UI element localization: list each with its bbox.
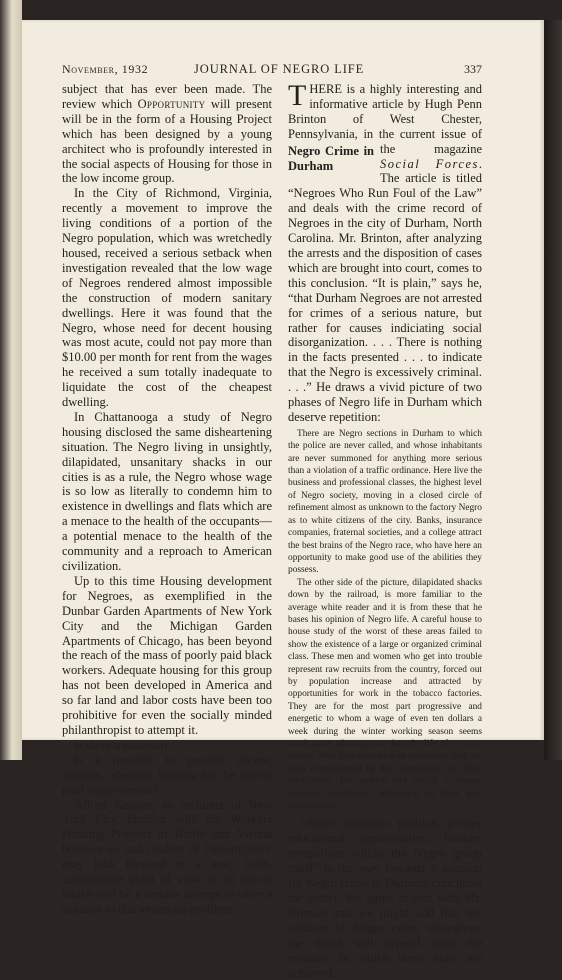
paragraph-text: . The article is titled “Negroes Who Run Foul of the Law” and deals with the crime record of Negroes in the city of Durham, North Carolina. Mr. Brinton, after analyzing the arrests and the disposition of cases which are brought into court, comes to this conclusion. “It is plain,” says he, “that Durham Negroes are not arrested for crimes of a serious nature, but rather for causes indiciating social disorganization. . . . There is nothing in the facts presented . . . to indicate that the Negro is excessively criminal. . . .” He draws a vivid picture of two phases of Negro life in Durham which deserve repetition: bbox=[288, 156, 482, 424]
right-column bbox=[288, 79, 482, 980]
side-heading: Negro Crime in Durham bbox=[288, 143, 374, 173]
editorial-intro bbox=[288, 79, 482, 425]
left-column bbox=[62, 82, 272, 917]
paragraph bbox=[62, 798, 272, 917]
paragraph-text: Alfred Kastner, an architect of New York City, familiar with the Workers Housing Projects of Berlin and Vienna believes so and readers of bbox=[62, 797, 272, 857]
paragraph-text: may look forward to a new, fresh, constructive point of view in an article which will be a serious attempt to offer a solution to this vexatious problem. bbox=[62, 857, 272, 916]
paragraph-text: is a highly interesting and informative article by Hugh Penn Brinton of West Chester, Pennsylvania, in the current issue of the magazine bbox=[288, 82, 482, 156]
magazine-title: Social Forces bbox=[380, 156, 479, 171]
journal-title: JOURNAL OF NEGRO LIFE bbox=[194, 62, 365, 76]
paragraph-text: will present will be in the form of a Housing Project which has been designed by a young architect who is profoundly interested in the social aspects of Housing for those in the low income group. bbox=[62, 96, 272, 186]
intro-caps: HERE bbox=[309, 82, 342, 96]
paragraph: Is there a solution? bbox=[74, 737, 169, 752]
block-quote bbox=[288, 428, 482, 813]
book-binding-edge bbox=[544, 20, 562, 760]
magazine-name: Opportunity bbox=[204, 842, 272, 857]
paragraph: In Chattanooga a study of Negro housing disclosed the same disheartening situation. The Negro living in unsightly, dilapidated, unsanitary shacks in our cities is as a rule, the Negro whose wage is so low as literally to condemn him to existence in dwellings and flats which are a menace to the health of the occupants—a potential menace to the health of the community and a reproach to American civilization. bbox=[62, 409, 272, 573]
page-number: 337 bbox=[464, 62, 482, 76]
previous-page-edge bbox=[0, 0, 22, 760]
quote-paragraph: There are Negro sections in Durham to which the police are never called, and whose inhabitants are never summoned for anything more serious than a violation of a traffic ordinance. Here live the business and professional classes, the highest level of Negro society, moving in a closed circle of refinement almost as unknown to the factory Negro as to white citizens of the city. Banks, insurance companies, fraternal societies, and a college attract the best brains of the Negro race, who have here an opportunity to make good use of the abilities they possess. bbox=[288, 428, 482, 576]
closing-paragraph: “Better economic position, greater educational opportunities, broader sympathies within the Negro group itself” is the way towards a solution for Negro crime in Durham, concludes the writer. We agree in toto with Mr. Brinton and we might add that the solution of Negro crime throughout the South will depend upon the measure in which these aims are achieved. bbox=[288, 816, 482, 980]
magazine-name: Opportunity bbox=[137, 96, 206, 111]
quote-paragraph: The other side of the picture, dilapidated shacks down by the railroad, is more familiar to the average white reader and it is from these that he bases his opinion of Negro life. A careful house to house study of the worst of these areas failed to show the existence of a large or organized criminal class. These men and women who get into trouble represent raw recruits from the country, forced out by population increase and attracted by opportunities for work in the tobacco factories. They are for the most part progressive and energetic to whom a wage of even ten dollars a week during the winter working season seems much more advantageous than the life of a tenant farmer. With little education or experience they are soon overwhelmed by the complexities of urban civilization. Too sudden and radical a change prevents satisfactory adjustment to their new environment. bbox=[288, 577, 482, 812]
paragraph: Is it possible to provide decent, sanitary, adequate housing for the lowest paid wage earners? bbox=[62, 752, 272, 797]
paragraph: Up to this time Housing development for Negroes, as exemplified in the Dunbar Garden Apartments of New York City and the Michigan Garden Apartments of Chicago, has been beyond the reach of the mass of poorly paid black workers. Adequate housing for this group has not been developed in America and so far land and labor costs have been too prohibitive for even the socially minded philanthropist to attempt it. bbox=[62, 573, 272, 737]
paragraph-text: subject that has ever been made. The review which bbox=[62, 82, 272, 111]
paragraph bbox=[62, 82, 272, 186]
drop-cap: T bbox=[288, 79, 307, 112]
issue-date: November, 1932 bbox=[62, 62, 149, 76]
running-header bbox=[62, 62, 482, 78]
paragraph: In the City of Richmond, Virginia, recently a movement to improve the living conditions of a portion of the Negro population, which was wretchedly housed, received a serious setback when investigation revealed that the low wage of Negroes rendered almost impossible the construction of modern sanitary dwellings. Here it was found that the Negro, whose need for decent housing was most acute, could not pay more than $10.00 per month for rent from the wages he received a sum totally inadequate to liquidate the cost of the cheapest dwelling. bbox=[62, 186, 272, 410]
